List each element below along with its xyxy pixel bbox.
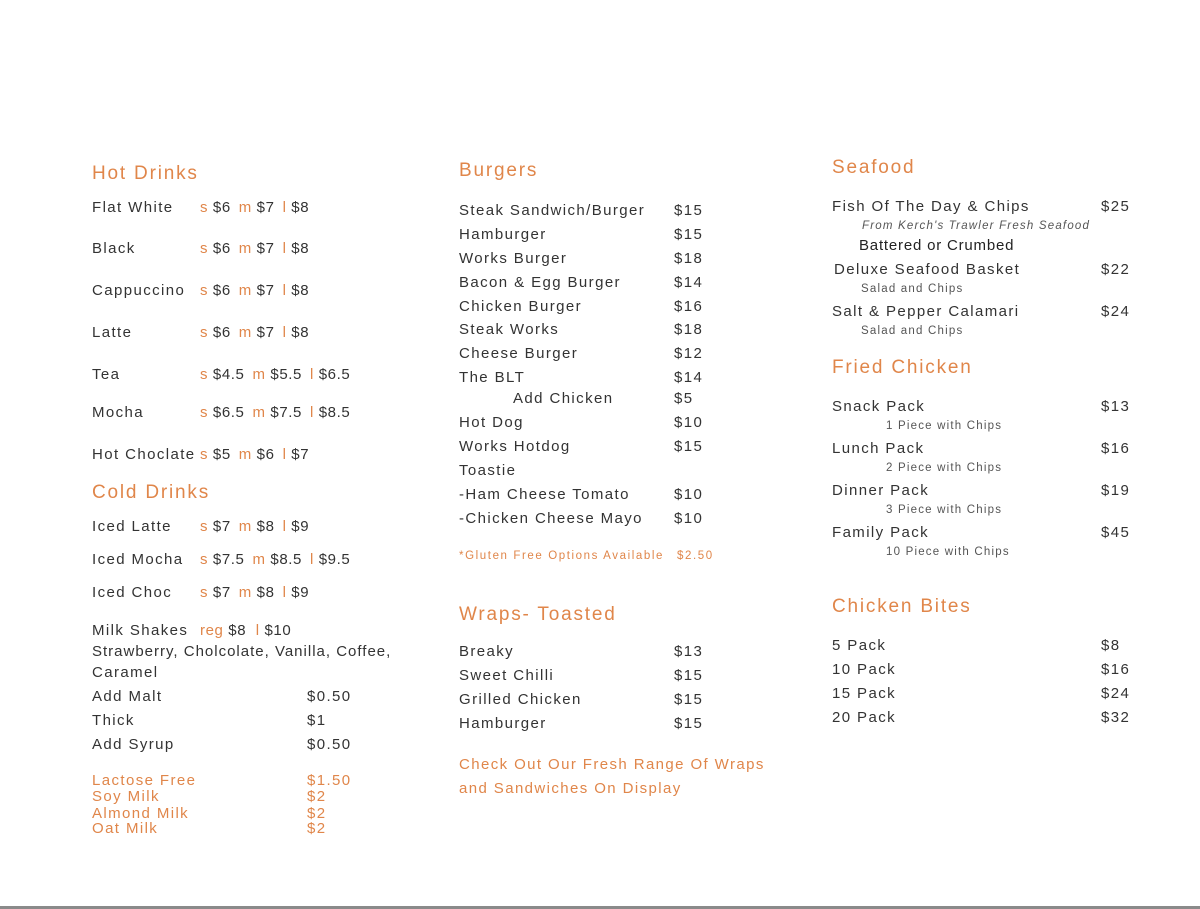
burger-item-name: Works Hotdog bbox=[459, 438, 571, 455]
burger-item-price: $12 bbox=[674, 345, 704, 362]
burger-item-name: Hot Dog bbox=[459, 414, 524, 431]
milk-option-name: Almond Milk bbox=[92, 805, 190, 822]
price-medium: $5.5 bbox=[270, 366, 302, 383]
price-medium: $8 bbox=[256, 584, 275, 601]
wrap-item-name: Sweet Chilli bbox=[459, 667, 555, 684]
size-prices bbox=[200, 282, 317, 300]
price-medium: $7 bbox=[256, 240, 275, 257]
chicken-bites-price: $24 bbox=[1101, 685, 1131, 702]
price-small: $5 bbox=[212, 446, 231, 463]
price-large: $8 bbox=[291, 324, 310, 341]
wraps-heading: Wraps- Toasted bbox=[459, 604, 617, 625]
price-small: $6 bbox=[212, 199, 231, 216]
chicken-bites-price: $16 bbox=[1101, 661, 1131, 678]
fried-chicken-price: $45 bbox=[1101, 524, 1131, 541]
hot-drink-name: Latte bbox=[92, 324, 133, 341]
fried-chicken-price: $19 bbox=[1101, 482, 1131, 499]
seafood-heading: Seafood bbox=[832, 157, 916, 178]
hot-drink-name: Black bbox=[92, 240, 136, 257]
chicken-bites-name: 10 Pack bbox=[832, 661, 896, 678]
fried-chicken-name: Dinner Pack bbox=[832, 482, 930, 499]
price-medium: $8 bbox=[256, 518, 275, 535]
burger-item-price: $18 bbox=[674, 250, 704, 267]
wrap-item-price: $15 bbox=[674, 691, 704, 708]
size-label-l: l bbox=[282, 199, 287, 216]
price-large: $7 bbox=[291, 446, 310, 463]
fried-chicken-price: $13 bbox=[1101, 398, 1131, 415]
burger-item-name: Cheese Burger bbox=[459, 345, 579, 362]
burger-item-price: $10 bbox=[674, 510, 704, 527]
fried-chicken-description: 3 Piece with Chips bbox=[886, 504, 1003, 516]
price-medium: $7 bbox=[256, 324, 275, 341]
price-medium: $6 bbox=[256, 446, 275, 463]
size-prices bbox=[200, 240, 317, 258]
milk-option-name: Lactose Free bbox=[92, 772, 197, 789]
burger-item-price: $14 bbox=[674, 274, 704, 291]
drink-extra-name: Thick bbox=[92, 712, 135, 729]
size-label-l: l bbox=[282, 240, 287, 257]
seafood-item-price: $25 bbox=[1101, 198, 1131, 215]
drink-extra-price: $0.50 bbox=[307, 736, 352, 753]
size-label-s: s bbox=[200, 551, 209, 568]
price-large: $9 bbox=[291, 584, 310, 601]
price-large: $6.5 bbox=[318, 366, 351, 383]
size-label-s: s bbox=[200, 366, 209, 383]
fried-chicken-description: 10 Piece with Chips bbox=[886, 546, 1010, 558]
milk-option-price: $2 bbox=[307, 805, 327, 822]
size-prices bbox=[200, 551, 358, 569]
burger-item-name: Steak Works bbox=[459, 321, 560, 338]
size-prices bbox=[200, 518, 317, 536]
size-label-s: s bbox=[200, 404, 209, 421]
wrap-item-price: $13 bbox=[674, 643, 704, 660]
wrap-item-price: $15 bbox=[674, 667, 704, 684]
seafood-item-price: $22 bbox=[1101, 261, 1131, 278]
drink-extra-price: $1 bbox=[307, 712, 327, 729]
price-small: $7.5 bbox=[212, 551, 245, 568]
milk-option-name: Soy Milk bbox=[92, 788, 160, 805]
chicken-bites-name: 20 Pack bbox=[832, 709, 896, 726]
hot-drink-name: Tea bbox=[92, 366, 121, 383]
size-label-m: m bbox=[252, 551, 266, 568]
hot-drink-name: Mocha bbox=[92, 404, 145, 421]
size-label-l: l bbox=[310, 551, 314, 568]
wraps-promo-line1: Check Out Our Fresh Range Of Wraps bbox=[459, 756, 765, 773]
size-label-l: l bbox=[282, 324, 287, 341]
price-medium: $7 bbox=[256, 199, 275, 216]
size-label-m: m bbox=[252, 366, 266, 383]
burger-item-price: $5 bbox=[674, 390, 694, 407]
price-medium: $8.5 bbox=[270, 551, 302, 568]
burger-item-price: $15 bbox=[674, 202, 704, 219]
price-small: $7 bbox=[212, 518, 231, 535]
hot-drink-name: Hot Choclate bbox=[92, 446, 196, 463]
price-small: $6 bbox=[212, 240, 231, 257]
burger-item-price: $18 bbox=[674, 321, 704, 338]
burger-item-price: $10 bbox=[674, 486, 704, 503]
seafood-item-option: Battered or Crumbed bbox=[859, 237, 1015, 254]
size-prices bbox=[200, 584, 317, 602]
cold-drink-name: Iced Latte bbox=[92, 518, 172, 535]
burger-item-name: Add Chicken bbox=[513, 390, 614, 407]
size-label-l: l bbox=[282, 584, 287, 601]
chicken-bites-price: $32 bbox=[1101, 709, 1131, 726]
seafood-item-name: Salt & Pepper Calamari bbox=[832, 303, 1020, 320]
fried-chicken-name: Lunch Pack bbox=[832, 440, 925, 457]
gluten-free-note: *Gluten Free Options Available bbox=[459, 550, 665, 562]
milk-option-name: Oat Milk bbox=[92, 820, 159, 837]
drink-extra-name: Add Syrup bbox=[92, 736, 175, 753]
chicken-bites-name: 15 Pack bbox=[832, 685, 896, 702]
burger-item-name: The BLT bbox=[459, 369, 526, 386]
milkshakes-flavours-line1: Strawberry, Cholcolate, Vanilla, Coffee, bbox=[92, 643, 392, 660]
milk-option-price: $2 bbox=[307, 820, 327, 837]
size-label-s: s bbox=[200, 282, 209, 299]
size-label-m: m bbox=[238, 518, 252, 535]
burger-item-name: -Ham Cheese Tomato bbox=[459, 486, 630, 503]
burger-item-price: $15 bbox=[674, 226, 704, 243]
size-label-l: l bbox=[282, 518, 287, 535]
milkshakes-name: Milk Shakes bbox=[92, 622, 189, 639]
size-label-l: l bbox=[310, 366, 314, 383]
size-label-reg: reg bbox=[200, 622, 224, 639]
burger-item-name: Toastie bbox=[459, 462, 517, 479]
size-label-m: m bbox=[238, 240, 252, 257]
milkshakes-prices bbox=[200, 622, 291, 640]
size-prices bbox=[200, 446, 317, 464]
drink-extra-name: Add Malt bbox=[92, 688, 163, 705]
price-large: $8 bbox=[291, 282, 310, 299]
chicken-bites-heading: Chicken Bites bbox=[832, 596, 972, 617]
price-medium: $7.5 bbox=[270, 404, 302, 421]
burger-item-price: $15 bbox=[674, 438, 704, 455]
chicken-bites-name: 5 Pack bbox=[832, 637, 887, 654]
milk-option-price: $1.50 bbox=[307, 772, 352, 789]
price-small: $4.5 bbox=[212, 366, 245, 383]
seafood-item-price: $24 bbox=[1101, 303, 1131, 320]
cold-drinks-heading: Cold Drinks bbox=[92, 482, 210, 503]
seafood-item-description: Salad and Chips bbox=[861, 325, 964, 337]
size-label-s: s bbox=[200, 518, 209, 535]
price-medium: $7 bbox=[256, 282, 275, 299]
seafood-item-description: From Kerch's Trawler Fresh Seafood bbox=[862, 220, 1091, 232]
hot-drinks-heading: Hot Drinks bbox=[92, 163, 199, 184]
burger-item-name: Works Burger bbox=[459, 250, 568, 267]
size-label-l: l bbox=[310, 404, 314, 421]
size-label-m: m bbox=[238, 584, 252, 601]
fried-chicken-price: $16 bbox=[1101, 440, 1131, 457]
hot-drink-name: Cappuccino bbox=[92, 282, 186, 299]
size-label-l: l bbox=[255, 622, 260, 639]
fried-chicken-description: 2 Piece with Chips bbox=[886, 462, 1003, 474]
chicken-bites-price: $8 bbox=[1101, 637, 1121, 654]
size-label-l: l bbox=[282, 282, 287, 299]
size-prices bbox=[200, 324, 317, 342]
seafood-item-name: Deluxe Seafood Basket bbox=[834, 261, 1021, 278]
seafood-item-description: Salad and Chips bbox=[861, 283, 964, 295]
wrap-item-name: Grilled Chicken bbox=[459, 691, 582, 708]
drink-extra-price: $0.50 bbox=[307, 688, 352, 705]
price-small: $6.5 bbox=[212, 404, 245, 421]
wrap-item-name: Hamburger bbox=[459, 715, 547, 732]
wrap-item-name: Breaky bbox=[459, 643, 515, 660]
price-large: $9.5 bbox=[318, 551, 351, 568]
seafood-item-name: Fish Of The Day & Chips bbox=[832, 198, 1030, 215]
burgers-heading: Burgers bbox=[459, 160, 539, 181]
burger-item-name: Bacon & Egg Burger bbox=[459, 274, 621, 291]
size-label-l: l bbox=[282, 446, 287, 463]
size-label-s: s bbox=[200, 584, 209, 601]
price-large: $8 bbox=[291, 240, 310, 257]
burger-item-price: $10 bbox=[674, 414, 704, 431]
milkshakes-l-price: $10 bbox=[264, 622, 292, 639]
wrap-item-price: $15 bbox=[674, 715, 704, 732]
price-small: $6 bbox=[212, 324, 231, 341]
milkshakes-flavours-line2: Caramel bbox=[92, 664, 159, 681]
size-prices bbox=[200, 404, 358, 422]
burger-item-name: Hamburger bbox=[459, 226, 547, 243]
milk-option-price: $2 bbox=[307, 788, 327, 805]
cold-drink-name: Iced Mocha bbox=[92, 551, 184, 568]
size-prices bbox=[200, 199, 317, 217]
fried-chicken-description: 1 Piece with Chips bbox=[886, 420, 1003, 432]
size-label-s: s bbox=[200, 324, 209, 341]
milkshakes-reg-price: $8 bbox=[228, 622, 247, 639]
size-label-s: s bbox=[200, 446, 209, 463]
burger-item-name: Chicken Burger bbox=[459, 298, 582, 315]
size-label-s: s bbox=[200, 240, 209, 257]
burger-item-name: -Chicken Cheese Mayo bbox=[459, 510, 643, 527]
gluten-free-price: $2.50 bbox=[677, 550, 714, 562]
price-large: $9 bbox=[291, 518, 310, 535]
size-label-m: m bbox=[238, 324, 252, 341]
size-label-m: m bbox=[238, 446, 252, 463]
price-small: $6 bbox=[212, 282, 231, 299]
cold-drink-name: Iced Choc bbox=[92, 584, 173, 601]
wraps-promo-line2: and Sandwiches On Display bbox=[459, 780, 682, 797]
fried-chicken-name: Family Pack bbox=[832, 524, 930, 541]
price-small: $7 bbox=[212, 584, 231, 601]
size-label-m: m bbox=[238, 282, 252, 299]
size-label-m: m bbox=[252, 404, 266, 421]
size-label-s: s bbox=[200, 199, 209, 216]
price-large: $8 bbox=[291, 199, 310, 216]
burger-item-name: Steak Sandwich/Burger bbox=[459, 202, 646, 219]
price-large: $8.5 bbox=[318, 404, 351, 421]
size-prices bbox=[200, 366, 358, 384]
fried-chicken-heading: Fried Chicken bbox=[832, 357, 973, 378]
fried-chicken-name: Snack Pack bbox=[832, 398, 926, 415]
burger-item-price: $14 bbox=[674, 369, 704, 386]
size-label-m: m bbox=[238, 199, 252, 216]
burger-item-price: $16 bbox=[674, 298, 704, 315]
hot-drink-name: Flat White bbox=[92, 199, 174, 216]
